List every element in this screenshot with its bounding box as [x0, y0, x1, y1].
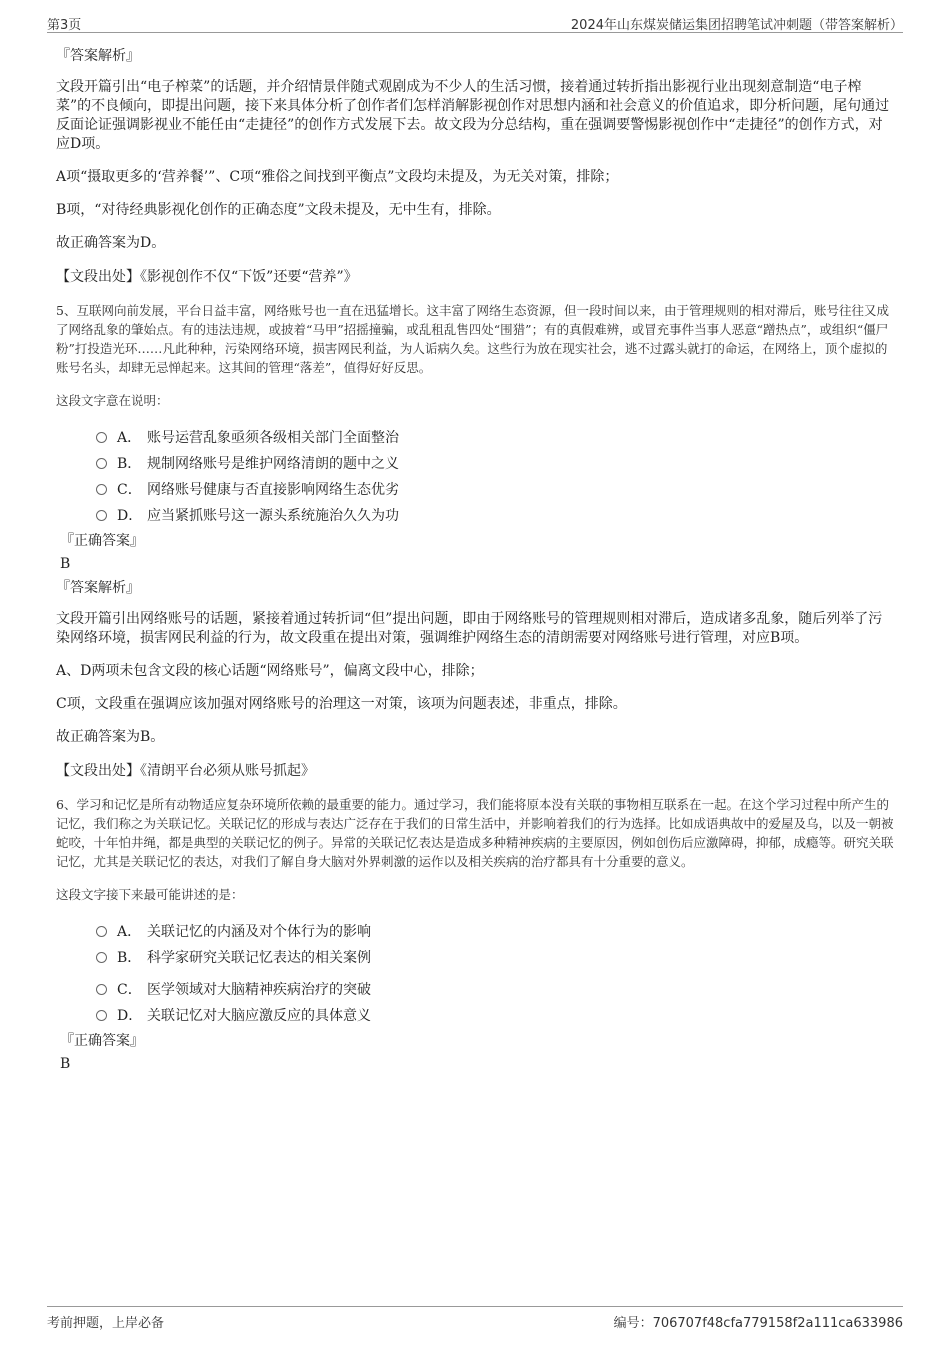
q6-stem: 6、学习和记忆是所有动物适应复杂环境所依赖的最重要的能力。通过学习，我们能将原本没有关联的事物相互联系在一起。在这个学习过程中所产生的记忆，我们称之为关联记忆。关联记忆的形成与表达广泛存在于我们的日常生活中，并影响着我们的行为选择。比如成语典故中的爱屋及乌，以及一朝被蛇咬，十年怕井绳，都是典型的关联记忆的例子。异常的关联记忆表达是造成多种精神疾病的主要原因，例如创伤后应激障碍，抑郁，成瘾等。研究关联记忆，尤其是关联记忆的表达，对我们了解自身大脑对外界刺激的运作以及相关疾病的治疗都具有十分重要的意义。	[56, 797, 894, 869]
radio-icon[interactable]	[96, 984, 107, 995]
radio-icon[interactable]	[96, 926, 107, 937]
q5-answer: B	[60, 556, 71, 572]
q5-analysis-p3: 故正确答案为B。	[56, 729, 165, 745]
q6-option-a[interactable]: A． 关联记忆的内涵及对个体行为的影响	[96, 918, 894, 944]
q4-analysis-p2: B项，“对待经典影视化创作的正确态度”文段未提及，无中生有，排除。	[56, 202, 501, 218]
q5-stem: 5、互联网向前发展，平台日益丰富，网络账号也一直在迅猛增长。这丰富了网络生态资源，但一段时间以来，由于管理规则的相对滞后，账号往往又成了网络乱象的肇始点。有的违法违规，或披着“马甲”招摇撞骗，或乱租乱售四处“围猎”；有的真假难辨，或冒充事件当事人恶意“蹭热点”，或组织“僵尸粉”打投造光环……凡此种种，污染网络环境，损害网民利益，为人诟病久矣。这些行为放在现实社会，逃不过露头就打的命运，在网络上，顶个虚拟的账号名头，却肆无忌惮起来。这其间的管理“落差”，值得好好反思。	[56, 303, 889, 375]
radio-icon[interactable]	[96, 458, 107, 469]
q5-answer-label: 『正确答案』	[60, 533, 144, 549]
q5-analysis-text: 文段开篇引出网络账号的话题，紧接着通过转折词“但”提出问题，即由于网络账号的管理规则相对滞后，造成诸多乱象，随后列举了污染网络环境，损害网民利益的行为，故文段重在提出对策，强调维护网络生态的清朗需要对网络账号进行管理，对应B项。	[56, 611, 883, 646]
q4-analysis-text: 文段开篇引出“电子榨菜”的话题，并介绍情景伴随式观剧成为不少人的生活习惯，接着通过转折指出影视行业出现刻意制造“电子榨菜”的不良倾向，即提出问题，接下来具体分析了创作者们怎样消解影视创作对思想内涵和社会意义的价值追求，即分析问题，尾句通过反面论证强调影视业不能任由“走捷径”的创作方式发展下去。故文段为分总结构，重在强调要警惕影视创作中“走捷径”的创作方式，对应D项。	[56, 79, 890, 152]
q5-source: 【文段出处】《清朗平台必须从账号抓起》	[56, 763, 315, 779]
q4-analysis-p1: A项“摄取更多的‘营养餐’”、C项“雅俗之间找到平衡点”文段均未提及，为无关对策，排除；	[56, 169, 619, 185]
q4-analysis-label: 『答案解析』	[56, 48, 140, 64]
footer-slogan: 考前押题，上岸必备	[47, 1316, 165, 1331]
header-divider	[47, 32, 903, 33]
q6-question: 这段文字接下来最可能讲述的是：	[56, 887, 244, 902]
q6-options	[96, 918, 894, 1028]
q5-option-c[interactable]: C． 网络账号健康与否直接影响网络生态优劣	[96, 476, 894, 502]
q4-source: 【文段出处】《影视创作不仅“下饭”还要“营养”》	[56, 269, 358, 285]
q6-option-c[interactable]: C． 医学领域对大脑精神疾病治疗的突破	[96, 976, 894, 1002]
radio-icon[interactable]	[96, 952, 107, 963]
radio-icon[interactable]	[96, 432, 107, 443]
q5-option-d[interactable]: D． 应当紧抓账号这一源头系统施治久久为功	[96, 502, 894, 528]
q5-option-b[interactable]: B． 规制网络账号是维护网络清朗的题中之义	[96, 450, 894, 476]
radio-icon[interactable]	[96, 1010, 107, 1021]
radio-icon[interactable]	[96, 510, 107, 521]
q6-answer: B	[60, 1056, 71, 1072]
radio-icon[interactable]	[96, 484, 107, 495]
q5-question: 这段文字意在说明：	[56, 393, 169, 408]
q5-analysis-label: 『答案解析』	[56, 580, 140, 596]
page-content	[56, 46, 894, 1078]
q6-option-d[interactable]: D． 关联记忆对大脑应激反应的具体意义	[96, 1002, 894, 1028]
q6-option-b[interactable]: B． 科学家研究关联记忆表达的相关案例	[96, 944, 894, 970]
q5-options	[96, 424, 894, 528]
document-id: 编号：706707f48cfa779158f2a111ca633986	[613, 1316, 903, 1331]
document-title: 2024年山东煤炭储运集团招聘笔试冲刺题（带答案解析）	[570, 18, 903, 33]
q5-analysis-p2: C项，文段重在强调应该加强对网络账号的治理这一对策，该项为问题表述，非重点，排除。	[56, 696, 627, 712]
q6-answer-label: 『正确答案』	[60, 1033, 144, 1049]
page-number: 第3页	[47, 18, 82, 33]
q4-analysis-p3: 故正确答案为D。	[56, 235, 166, 251]
q5-analysis-p1: A、D两项未包含文段的核心话题“网络账号”，偏离文段中心，排除；	[56, 663, 484, 679]
footer-divider	[47, 1306, 903, 1307]
q5-option-a[interactable]: A． 账号运营乱象亟须各级相关部门全面整治	[96, 424, 894, 450]
